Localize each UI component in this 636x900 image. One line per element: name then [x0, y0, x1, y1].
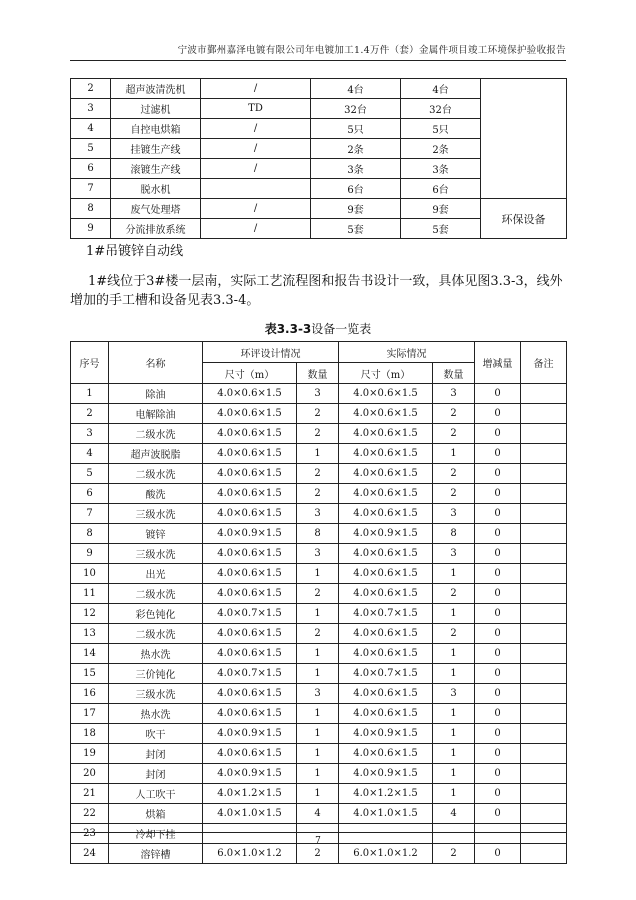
table-cell: 11: [71, 584, 109, 604]
table-row: [71, 464, 567, 484]
table-cell: 二级水洗: [109, 424, 203, 444]
table-cell: 吹干: [109, 724, 203, 744]
table-cell: 4.0×0.6×1.5: [339, 704, 433, 724]
table-cell: 彩色钝化: [109, 604, 203, 624]
remark-cell: [521, 684, 567, 704]
table-cell: 1: [433, 764, 475, 784]
table-cell: 9: [71, 544, 109, 564]
table-cell: 4.0×0.9×1.5: [203, 524, 297, 544]
table-cell: 冷却下挂: [109, 824, 203, 844]
section-title: 1#吊镀锌自动线: [86, 244, 184, 259]
table-cell: 超声波脱脂: [109, 444, 203, 464]
table-cell: 0: [475, 684, 521, 704]
table-cell: 2: [433, 464, 475, 484]
table-cell: 废气处理塔: [111, 199, 201, 219]
table-cell: 4.0×0.6×1.5: [203, 484, 297, 504]
table-row: [71, 604, 567, 624]
table-cell: 4.0×0.6×1.5: [339, 504, 433, 524]
body-paragraph: 1#线位于3#楼一层南，实际工艺流程图和报告书设计一致，具体见图3.3-3，线外增加的手工槽和设备见表3.3-4。: [70, 274, 563, 308]
table-cell: 1: [433, 724, 475, 744]
table-cell: 溶锌槽: [109, 844, 203, 864]
table-cell: 2: [433, 844, 475, 864]
remark-cell: [521, 704, 567, 724]
table-cell: 4.0×0.6×1.5: [339, 744, 433, 764]
table-cell: 22: [71, 804, 109, 824]
table-row: [71, 424, 567, 444]
table-cell: 4.0×0.6×1.5: [203, 444, 297, 464]
table-cell: 4.0×0.6×1.5: [203, 544, 297, 564]
table-cell: 5: [71, 139, 111, 159]
table-cell: 2条: [401, 139, 481, 159]
remark-cell: [521, 624, 567, 644]
table-cell: 挂镀生产线: [111, 139, 201, 159]
remark-cell: [521, 784, 567, 804]
table-row: [71, 784, 567, 804]
table-cell: 2: [297, 404, 339, 424]
table-cell: 3: [433, 684, 475, 704]
remark-cell: [521, 644, 567, 664]
table-cell: 0: [475, 784, 521, 804]
table-cell: 除油: [109, 384, 203, 404]
table-cell: 滚镀生产线: [111, 159, 201, 179]
table-cell: 0: [475, 744, 521, 764]
table-cell: 8: [71, 524, 109, 544]
table-cell: 酸洗: [109, 484, 203, 504]
table-cell: 15: [71, 664, 109, 684]
table-cell: 6.0×1.0×1.2: [203, 844, 297, 864]
table-row: [71, 444, 567, 464]
table-cell: 4: [297, 804, 339, 824]
table-cell: 19: [71, 744, 109, 764]
table-cell: 10: [71, 564, 109, 584]
table-cell: 4.0×1.2×1.5: [203, 784, 297, 804]
table-cell: 脱水机: [111, 179, 201, 199]
table-cell: 9套: [401, 199, 481, 219]
table-header-row: [71, 342, 567, 363]
table-cell: 0: [475, 464, 521, 484]
table-cell: 2: [297, 424, 339, 444]
table-cell: 人工吹干: [109, 784, 203, 804]
table-row: [71, 744, 567, 764]
table-cell: 4.0×0.6×1.5: [203, 644, 297, 664]
table-cell: 1: [433, 604, 475, 624]
table-row: [71, 624, 567, 644]
table-cell: 1: [433, 704, 475, 724]
table-cell: 2: [71, 404, 109, 424]
table-cell: 二级水洗: [109, 624, 203, 644]
header-design: 环评设计情况: [203, 342, 339, 363]
remark-cell: [521, 384, 567, 404]
table-cell: 4.0×0.6×1.5: [203, 684, 297, 704]
table-cell: 1: [297, 784, 339, 804]
remark-cell: [521, 404, 567, 424]
table-cell: 2: [433, 424, 475, 444]
remark-cell: [521, 484, 567, 504]
table-cell: 4.0×0.6×1.5: [339, 644, 433, 664]
table-cell: 2条: [311, 139, 401, 159]
table-cell: 三价钝化: [109, 664, 203, 684]
table-cell: 0: [475, 444, 521, 464]
table-cell: 3条: [311, 159, 401, 179]
table-cell: 2: [71, 79, 111, 99]
table-cell: /: [201, 199, 311, 219]
table-cell: 8: [433, 524, 475, 544]
table-cell: 3: [71, 424, 109, 444]
table-cell: 1: [433, 664, 475, 684]
table-cell: 32台: [401, 99, 481, 119]
table-cell: 0: [475, 584, 521, 604]
header-change: 增减量: [475, 342, 521, 384]
remark-cell: [521, 444, 567, 464]
remark-cell: [521, 504, 567, 524]
remark-cell: [521, 424, 567, 444]
table-cell: 0: [475, 644, 521, 664]
table-cell: 2: [433, 584, 475, 604]
table-cell: 4.0×0.6×1.5: [203, 584, 297, 604]
table-cell: 3条: [401, 159, 481, 179]
table-cell: 2: [297, 844, 339, 864]
table-cell: 21: [71, 784, 109, 804]
table-cell: 3: [297, 544, 339, 564]
table-cell: 4.0×0.9×1.5: [203, 764, 297, 784]
table-cell: 4.0×0.6×1.5: [339, 444, 433, 464]
table-cell: 4.0×0.9×1.5: [339, 724, 433, 744]
table-cell: 电解除油: [109, 404, 203, 424]
table-cell: 2: [433, 484, 475, 504]
table-cell: 6台: [311, 179, 401, 199]
table-cell: 4.0×0.6×1.5: [203, 624, 297, 644]
table-cell: 2: [433, 624, 475, 644]
table-cell: 4.0×0.9×1.5: [339, 524, 433, 544]
table-cell: 二级水洗: [109, 464, 203, 484]
table-cell: 4.0×0.7×1.5: [339, 604, 433, 624]
table-row: [71, 764, 567, 784]
table-cell: 4.0×0.6×1.5: [339, 624, 433, 644]
table-cell: 0: [475, 424, 521, 444]
table-row: [71, 804, 567, 824]
table-cell: 5只: [401, 119, 481, 139]
table-cell: 3: [433, 384, 475, 404]
table-cell: 16: [71, 684, 109, 704]
table-cell: 4.0×0.6×1.5: [339, 484, 433, 504]
table-cell: 出光: [109, 564, 203, 584]
table-cell: 4.0×1.2×1.5: [339, 784, 433, 804]
remark-cell: [521, 564, 567, 584]
table-cell: 4.0×0.9×1.5: [203, 724, 297, 744]
table-cell: 6: [71, 159, 111, 179]
table-cell: 封闭: [109, 744, 203, 764]
table-cell: 1: [297, 704, 339, 724]
table-cell: 0: [475, 704, 521, 724]
table-cell: 0: [475, 624, 521, 644]
footer-divider: [70, 832, 566, 833]
table-cell: 24: [71, 844, 109, 864]
table-cell: 过滤机: [111, 99, 201, 119]
remark-cell: [521, 544, 567, 564]
table-cell: 0: [475, 384, 521, 404]
table-cell: 8: [71, 199, 111, 219]
remark-cell: [521, 744, 567, 764]
table-cell: 8: [297, 524, 339, 544]
table-cell: 9: [71, 219, 111, 239]
table-cell: 三级水洗: [109, 684, 203, 704]
header-seq: 序号: [71, 342, 109, 384]
header-actual: 实际情况: [339, 342, 475, 363]
table-row: [71, 79, 567, 99]
table-cell: 0: [475, 504, 521, 524]
table-cell: 4.0×0.7×1.5: [203, 604, 297, 624]
table-cell: 4.0×1.0×1.5: [203, 804, 297, 824]
table-cell: 3: [297, 384, 339, 404]
header-size-actual: 尺寸（m）: [339, 363, 433, 384]
caption-text: 设备一览表: [311, 322, 372, 336]
table-cell: 0: [475, 664, 521, 684]
header-divider: [70, 60, 566, 61]
table-cell: 4.0×0.7×1.5: [203, 664, 297, 684]
table-cell: 烘箱: [109, 804, 203, 824]
remark-cell: [521, 664, 567, 684]
header-qty-actual: 数量: [433, 363, 475, 384]
table-cell: 0: [475, 404, 521, 424]
table-cell: 4.0×0.6×1.5: [339, 464, 433, 484]
table-cell: 0: [475, 524, 521, 544]
table-cell: /: [201, 139, 311, 159]
table-cell: 4.0×1.0×1.5: [339, 804, 433, 824]
table-cell: 2: [297, 584, 339, 604]
remark-cell: [521, 604, 567, 624]
page-number: 7: [315, 836, 321, 846]
table-row: [71, 844, 567, 864]
table-cell: 9套: [311, 199, 401, 219]
table-row: [71, 644, 567, 664]
remark-cell: [521, 584, 567, 604]
table-cell: 3: [71, 99, 111, 119]
table-cell: 1: [433, 744, 475, 764]
equipment-table-continued: [70, 78, 567, 239]
table-cell: 4.0×0.9×1.5: [339, 764, 433, 784]
table-row: [71, 704, 567, 724]
table-cell: [201, 179, 311, 199]
table-cell: 5只: [311, 119, 401, 139]
remark-cell: [521, 804, 567, 824]
table-cell: 13: [71, 624, 109, 644]
table-cell: 4.0×0.6×1.5: [203, 404, 297, 424]
header-size-design: 尺寸（m）: [203, 363, 297, 384]
table-cell: 1: [433, 564, 475, 584]
table-cell: 1: [297, 564, 339, 584]
table-cell: 0: [475, 564, 521, 584]
table-cell: 6.0×1.0×1.2: [339, 844, 433, 864]
table-cell: 1: [71, 384, 109, 404]
table-cell: 4.0×0.6×1.5: [203, 704, 297, 724]
table-cell: 3: [297, 684, 339, 704]
equipment-list-table: [70, 341, 567, 864]
table-cell: 三级水洗: [109, 544, 203, 564]
table-cell: 自控电烘箱: [111, 119, 201, 139]
table-cell: 4.0×0.6×1.5: [203, 384, 297, 404]
table-row: [71, 584, 567, 604]
header-qty-design: 数量: [297, 363, 339, 384]
table-row: [71, 564, 567, 584]
table-cell: 分流排放系统: [111, 219, 201, 239]
table-cell: 4.0×0.6×1.5: [339, 684, 433, 704]
remark-cell: [521, 764, 567, 784]
table-cell: 6: [71, 484, 109, 504]
table-cell: 2: [297, 464, 339, 484]
table-cell: 4: [71, 119, 111, 139]
table-cell: 4.0×0.6×1.5: [339, 424, 433, 444]
table-cell: 20: [71, 764, 109, 784]
table-cell: 7: [71, 179, 111, 199]
table-cell: 4.0×0.6×1.5: [203, 424, 297, 444]
table-cell: 镀锌: [109, 524, 203, 544]
table-cell: 二级水洗: [109, 584, 203, 604]
table-cell: 超声波清洗机: [111, 79, 201, 99]
table-cell: 封闭: [109, 764, 203, 784]
table-cell: 1: [297, 444, 339, 464]
header-remark: 备注: [521, 342, 567, 384]
table-cell: 5: [71, 464, 109, 484]
table-cell: 1: [297, 604, 339, 624]
table-cell: 0: [475, 844, 521, 864]
table-cell: 17: [71, 704, 109, 724]
table-cell: 0: [475, 724, 521, 744]
table-cell: 3: [433, 544, 475, 564]
table-cell: 0: [475, 604, 521, 624]
table-cell: 4台: [401, 79, 481, 99]
table-cell: /: [201, 119, 311, 139]
table-cell: 3: [297, 504, 339, 524]
category-label: 环保设备: [481, 199, 567, 239]
table-cell: 2: [433, 404, 475, 424]
table-cell: 23: [71, 824, 109, 844]
table-row: [71, 484, 567, 504]
table-cell: 4.0×0.6×1.5: [339, 564, 433, 584]
table-cell: 0: [475, 484, 521, 504]
table-cell: 1: [433, 644, 475, 664]
table-cell: 1: [297, 764, 339, 784]
table-cell: 4.0×0.6×1.5: [339, 584, 433, 604]
table-row: [71, 544, 567, 564]
table-row: [71, 524, 567, 544]
table-cell: 2: [297, 624, 339, 644]
table-caption: [70, 320, 566, 337]
table-cell: 18: [71, 724, 109, 744]
table-row: [71, 664, 567, 684]
table-cell: 4台: [311, 79, 401, 99]
table-cell: 0: [475, 764, 521, 784]
table-cell: 1: [433, 444, 475, 464]
table-cell: 4: [433, 804, 475, 824]
table-cell: 14: [71, 644, 109, 664]
table-row: [71, 199, 567, 219]
remark-cell: [521, 844, 567, 864]
table-cell: 0: [475, 804, 521, 824]
table-row: [71, 404, 567, 424]
table-cell: 1: [297, 664, 339, 684]
table-cell: 32台: [311, 99, 401, 119]
table-cell: 5套: [401, 219, 481, 239]
table-cell: 2: [297, 484, 339, 504]
table-cell-empty: [481, 79, 567, 199]
table-row: [71, 684, 567, 704]
table-cell: 1: [297, 724, 339, 744]
table-cell: 0: [475, 544, 521, 564]
header-name: 名称: [109, 342, 203, 384]
page-header: 宁波市鄞州嘉泽电镀有限公司年电镀加工1.4万件（套）金属件项目竣工环境保护验收报告: [177, 45, 566, 56]
table-cell: 4.0×0.6×1.5: [203, 744, 297, 764]
caption-number: 表3.3-3: [264, 322, 312, 336]
table-cell: 4.0×0.6×1.5: [339, 384, 433, 404]
table-cell: 5套: [311, 219, 401, 239]
table-cell: 4.0×0.6×1.5: [339, 544, 433, 564]
table-cell: 1: [297, 644, 339, 664]
table-cell: TD: [201, 99, 311, 119]
table-cell: 4.0×0.7×1.5: [339, 664, 433, 684]
table-row: [71, 384, 567, 404]
table-row: [71, 724, 567, 744]
table-row: [71, 504, 567, 524]
table-cell: 4.0×0.6×1.5: [203, 504, 297, 524]
table-cell: /: [201, 219, 311, 239]
table-cell: 6台: [401, 179, 481, 199]
table-cell: 热水洗: [109, 704, 203, 724]
table-cell: 12: [71, 604, 109, 624]
table-cell: 1: [297, 744, 339, 764]
remark-cell: [521, 524, 567, 544]
table-cell: 3: [433, 504, 475, 524]
remark-cell: [521, 724, 567, 744]
remark-cell: [521, 464, 567, 484]
table-cell: 4.0×0.6×1.5: [203, 464, 297, 484]
table-cell: /: [201, 79, 311, 99]
table-cell: 4.0×0.6×1.5: [203, 564, 297, 584]
table-cell: 三级水洗: [109, 504, 203, 524]
table-cell: 7: [71, 504, 109, 524]
table-cell: /: [201, 159, 311, 179]
table-cell: 热水洗: [109, 644, 203, 664]
table-cell: 1: [433, 784, 475, 804]
table-cell: 4.0×0.6×1.5: [339, 404, 433, 424]
table-cell: 4: [71, 444, 109, 464]
